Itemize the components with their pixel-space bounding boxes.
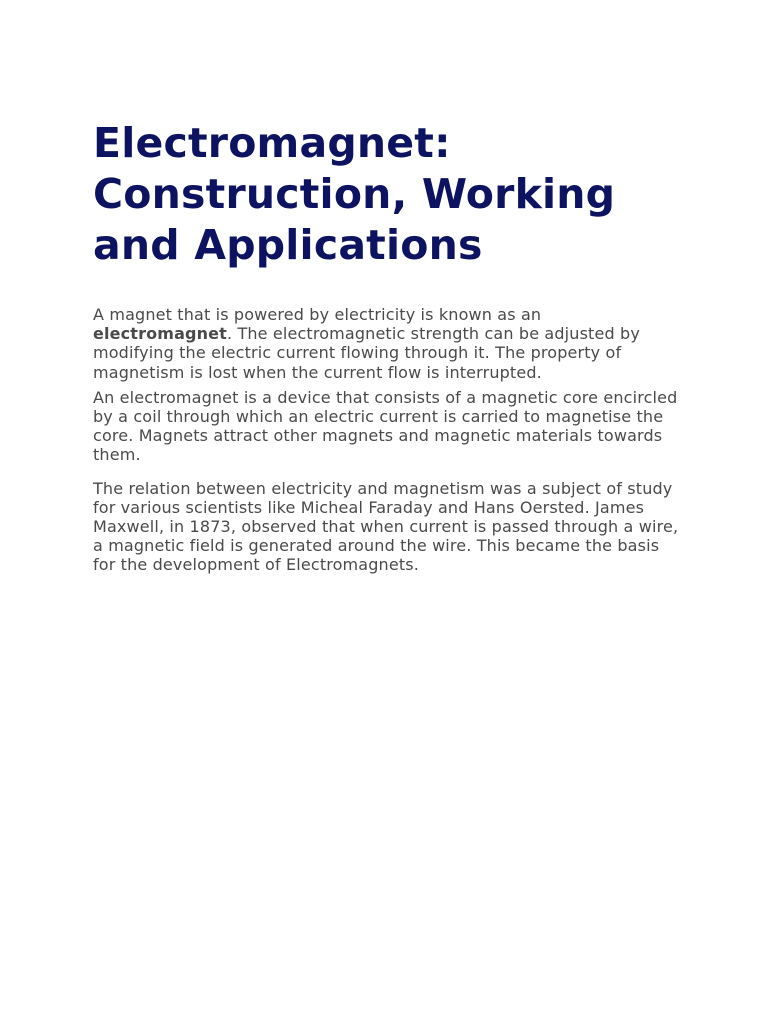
paragraph-intro-after: . The electromagnetic strength can be adjusted by modifying the electric current flowing through it. The property of magnetism is lost when the current flow is interrupted. bbox=[93, 324, 640, 382]
page-title: Electromagnet: Construction, Working and Applications bbox=[93, 119, 616, 269]
paragraph-device: An electromagnet is a device that consists of a magnetic core encircled by a coil through which an electric current is carried to magnetise the core. Magnets attract other magnets and magnetic materials towards them. bbox=[93, 387, 678, 465]
paragraph-history: The relation between electricity and magnetism was a subject of study for various scientists like Micheal Faraday and Hans Oersted. James Maxwell, in 1873, observed that when current is passed through a wire, a magnetic field is generated around the wire. This became the basis for the development of Electromagnets. bbox=[93, 478, 679, 575]
article-content bbox=[93, 118, 683, 575]
term-electromagnet: electromagnet bbox=[93, 324, 227, 344]
paragraph-intro bbox=[93, 305, 683, 382]
paragraph-intro-before: A magnet that is powered by electricity is known as an bbox=[93, 305, 542, 324]
